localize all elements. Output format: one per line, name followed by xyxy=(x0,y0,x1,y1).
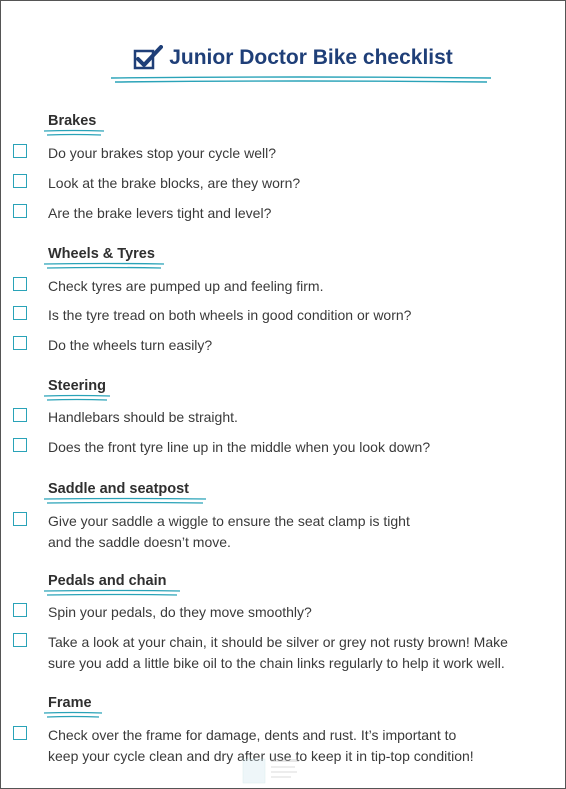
empty-checkbox-icon[interactable] xyxy=(13,408,27,422)
heading-underline xyxy=(43,129,105,137)
empty-checkbox-icon[interactable] xyxy=(13,336,27,350)
section-heading-saddle-seatpost: Saddle and seatpost xyxy=(48,481,190,497)
empty-checkbox-icon[interactable] xyxy=(13,174,27,188)
item-text: Take a look at your chain, it should be silver or grey not rusty brown! Make sure you add a little bike oil to the chain links regularly to help it work well. xyxy=(48,634,508,671)
empty-checkbox-icon[interactable] xyxy=(13,438,27,452)
item-text: Do the wheels turn easily? xyxy=(48,337,213,353)
empty-checkbox-icon[interactable] xyxy=(13,144,27,158)
item-text: Does the front tyre line up in the middle when you look down? xyxy=(48,439,431,455)
item-text: Check tyres are pumped up and feeling firm. xyxy=(48,278,324,294)
title-row xyxy=(1,45,565,76)
heading-underline xyxy=(43,497,207,505)
section-heading-steering: Steering xyxy=(48,378,107,394)
section-heading-wheels-tyres: Wheels & Tyres xyxy=(48,246,155,262)
section-heading-pedals-chain: Pedals and chain xyxy=(48,573,167,589)
faint-thumbnail-image xyxy=(241,757,301,785)
checkbox-check-icon xyxy=(133,45,163,71)
page-title-text: Junior Doctor Bike checklist xyxy=(169,46,453,69)
heading-underline xyxy=(43,711,103,719)
item-text: Do your brakes stop your cycle well? xyxy=(48,145,276,161)
heading-underline xyxy=(43,262,165,270)
item-text: Look at the brake blocks, are they worn? xyxy=(48,175,301,191)
empty-checkbox-icon[interactable] xyxy=(13,204,27,218)
item-text: Give your saddle a wiggle to ensure the seat clamp is tight and the saddle doesn’t move. xyxy=(48,513,410,550)
item-text: Handlebars should be straight. xyxy=(48,409,238,425)
heading-underline xyxy=(43,589,181,597)
empty-checkbox-icon[interactable] xyxy=(13,277,27,291)
empty-checkbox-icon[interactable] xyxy=(13,726,27,740)
section-heading-brakes: Brakes xyxy=(48,113,97,129)
page-title xyxy=(133,45,453,71)
item-text: Are the brake levers tight and level? xyxy=(48,205,272,221)
item-text: Is the tyre tread on both wheels in good condition or worn? xyxy=(48,307,412,323)
item-text: Spin your pedals, do they move smoothly? xyxy=(48,604,312,620)
section-heading-frame: Frame xyxy=(48,695,92,711)
item-text: Check over the frame for damage, dents and rust. It’s important to keep your cycle clean and dry after use to keep it in tip-top condition! xyxy=(48,727,474,764)
empty-checkbox-icon[interactable] xyxy=(13,512,27,526)
title-underline xyxy=(109,75,493,85)
empty-checkbox-icon[interactable] xyxy=(13,306,27,320)
heading-underline xyxy=(43,394,111,402)
empty-checkbox-icon[interactable] xyxy=(13,603,27,617)
empty-checkbox-icon[interactable] xyxy=(13,633,27,647)
